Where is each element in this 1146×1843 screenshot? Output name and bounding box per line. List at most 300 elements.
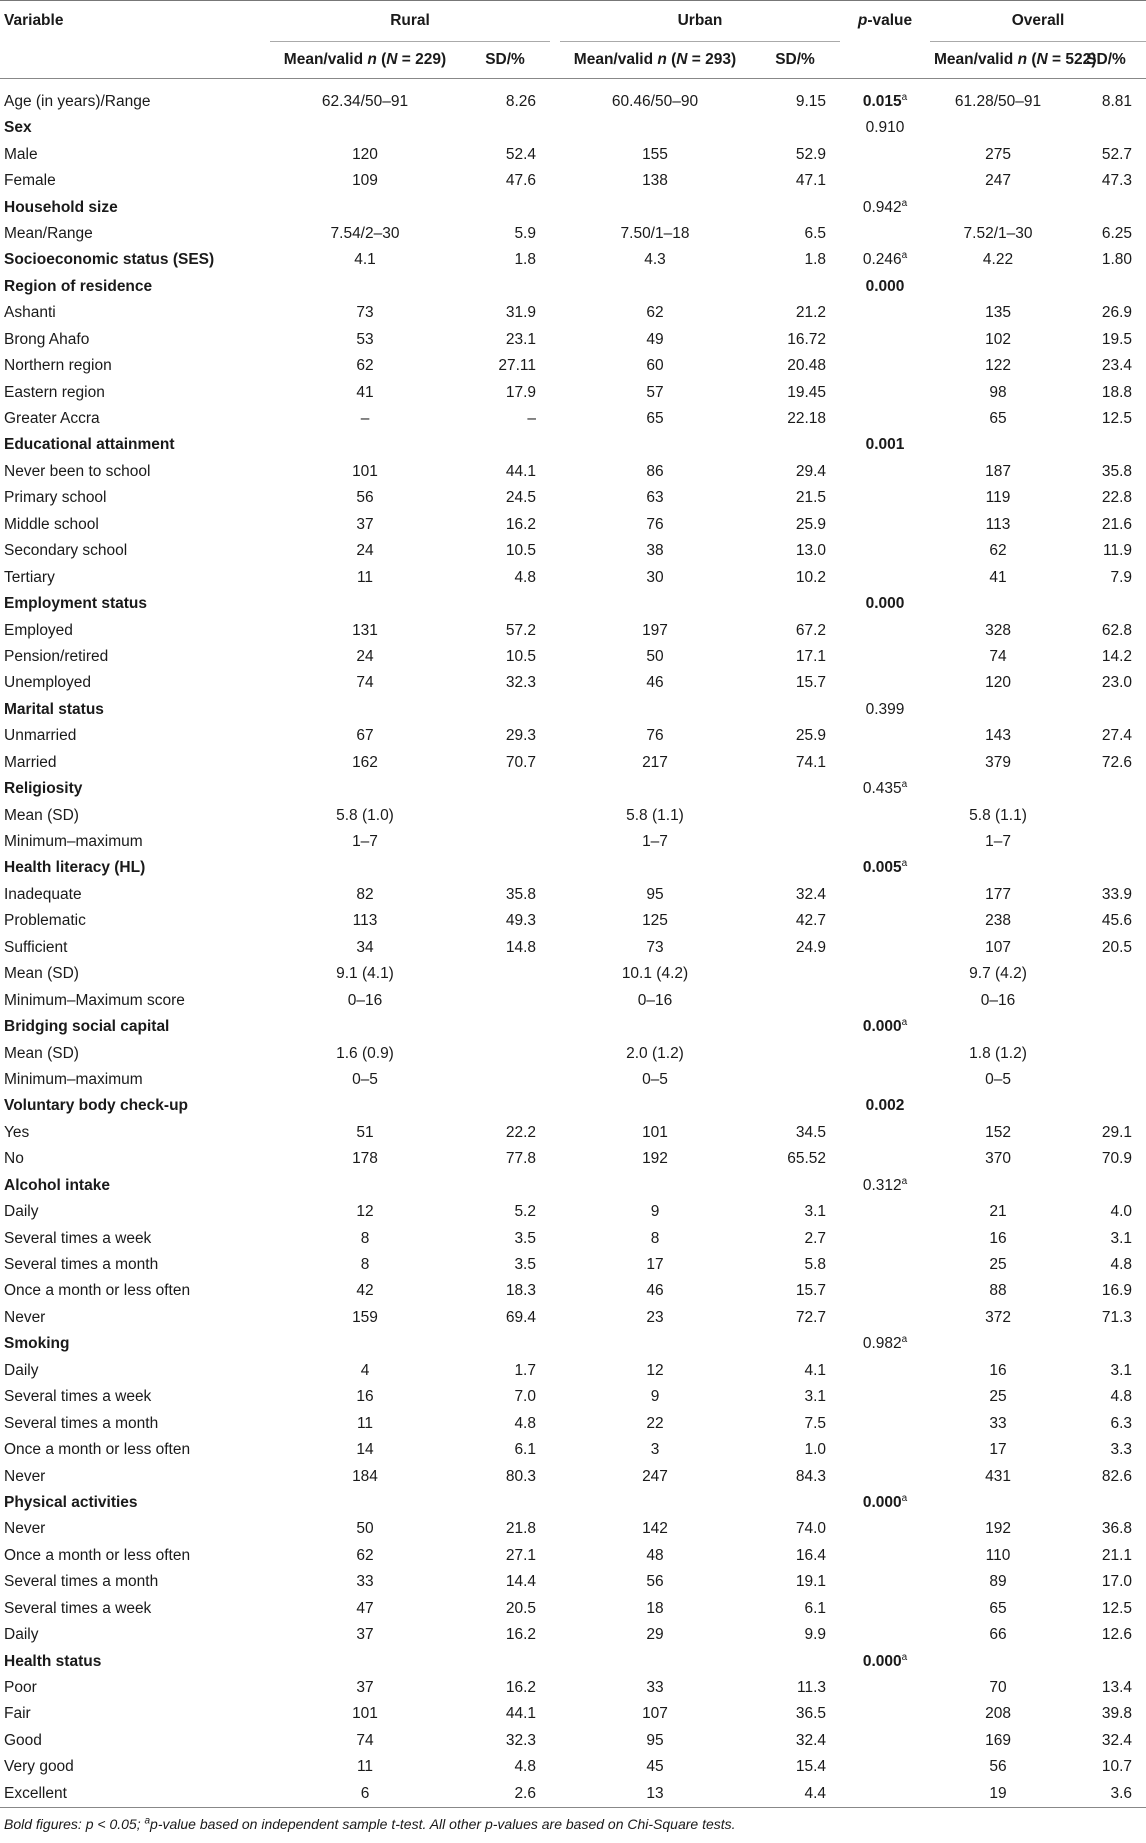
pvalue-cell: 0.000 <box>865 277 905 295</box>
overall-mean: 102 <box>985 330 1011 348</box>
overall-sd: 16.9 <box>1101 1282 1133 1300</box>
rural-sd: 44.1 <box>505 462 536 480</box>
table-row <box>0 459 1146 485</box>
rural-sd: 2.6 <box>514 1784 536 1802</box>
table-row <box>0 300 1146 326</box>
rural-sd: 27.11 <box>498 357 536 375</box>
rural-mean: 67 <box>356 727 374 745</box>
table-row <box>0 908 1146 934</box>
rural-mean: 37 <box>356 515 374 533</box>
urban-sd: 15.4 <box>795 1758 827 1776</box>
table-row <box>0 723 1146 749</box>
row-label: Never <box>4 1308 46 1326</box>
section-label: Health literacy (HL) <box>4 859 146 877</box>
overall-mean: 0–5 <box>985 1070 1011 1088</box>
table-row <box>0 512 1146 538</box>
overall-sd: 39.8 <box>1101 1705 1133 1723</box>
rural-mean: 101 <box>352 1705 378 1723</box>
urban-mean: 48 <box>646 1546 664 1564</box>
overall-mean: 4.22 <box>982 251 1014 269</box>
rural-mean: 47 <box>356 1599 374 1617</box>
overall-sd: 82.6 <box>1101 1467 1133 1485</box>
rural-mean: 4 <box>360 1361 370 1379</box>
pvalue-cell: 0.001 <box>865 436 905 454</box>
rural-mean: 51 <box>356 1123 374 1141</box>
rural-mean: 33 <box>356 1573 374 1591</box>
table-row <box>0 1596 1146 1622</box>
urban-mean: 63 <box>646 489 664 507</box>
section-row <box>0 855 1146 881</box>
rural-sd: 32.3 <box>505 674 536 692</box>
urban-sd: 4.4 <box>804 1784 827 1802</box>
pvalue-cell <box>840 723 930 749</box>
rural-sd: 32.3 <box>505 1731 536 1749</box>
overall-mean: 122 <box>985 357 1011 375</box>
section-label: Alcohol intake <box>4 1176 110 1194</box>
pvalue-cell <box>840 1516 930 1542</box>
row-label: Greater Accra <box>4 410 100 428</box>
row-label: Socioeconomic status (SES) <box>4 251 215 269</box>
urban-sd: 84.3 <box>795 1467 827 1485</box>
urban-sd: 2.7 <box>804 1229 827 1247</box>
overall-mean: 70 <box>989 1679 1007 1697</box>
rural-mean: 9.1 (4.1) <box>336 965 394 983</box>
pvalue-cell <box>840 935 930 961</box>
urban-mean: 76 <box>646 515 664 533</box>
rural-mean: 62 <box>356 1546 374 1564</box>
pvalue-cell <box>840 1120 930 1146</box>
overall-mean: 21 <box>989 1203 1007 1221</box>
rural-sd: 10.5 <box>505 647 536 665</box>
overall-mean: 25 <box>989 1256 1007 1274</box>
pvalue-cell <box>840 1754 930 1780</box>
row-label: Pension/retired <box>4 647 109 665</box>
section-label: Voluntary body check-up <box>4 1097 189 1115</box>
table-row <box>0 327 1146 353</box>
row-label: Daily <box>4 1626 39 1644</box>
pvalue-cell <box>840 485 930 511</box>
overall-sd: 21.1 <box>1101 1546 1133 1564</box>
rural-mean: 11 <box>356 1414 374 1432</box>
section-row <box>0 1014 1146 1040</box>
row-label: Several times a week <box>4 1599 152 1617</box>
rural-sd: 4.8 <box>514 1414 536 1432</box>
rural-mean: – <box>360 410 370 428</box>
row-label: Mean (SD) <box>4 965 79 983</box>
rural-mean: 113 <box>352 912 378 930</box>
row-label: Several times a week <box>4 1229 152 1247</box>
table-row <box>0 221 1146 247</box>
section-row <box>0 776 1146 802</box>
table-row <box>0 1040 1146 1066</box>
row-label: Unemployed <box>4 674 92 692</box>
urban-mean: 45 <box>646 1758 664 1776</box>
section-label: Bridging social capital <box>4 1018 170 1036</box>
pvalue-cell: 0.435$^a$ <box>862 779 908 798</box>
row-label: Employed <box>4 621 73 639</box>
rural-sd: 6.1 <box>514 1441 536 1459</box>
footnote-row <box>0 1808 1146 1841</box>
urban-mean: 1–7 <box>642 833 668 851</box>
rural-sd: 77.8 <box>505 1150 536 1168</box>
overall-mean: 25 <box>989 1388 1007 1406</box>
pvalue-cell <box>840 670 930 696</box>
overall-mean: 135 <box>985 304 1011 322</box>
urban-mean: 8 <box>650 1229 660 1247</box>
rural-sd: 3.5 <box>514 1256 536 1274</box>
row-label: Primary school <box>4 489 107 507</box>
urban-mean: 49 <box>646 330 664 348</box>
rural-mean: 56 <box>356 489 374 507</box>
table-row <box>0 485 1146 511</box>
rural-mean: 14 <box>356 1441 374 1459</box>
overall-sd: 12.5 <box>1101 410 1133 428</box>
overall-mean: 9.7 (4.2) <box>969 965 1027 983</box>
overall-mean: 1–7 <box>985 833 1011 851</box>
pvalue-cell <box>840 327 930 353</box>
urban-mean: 38 <box>646 542 664 560</box>
rural-sd: 8.26 <box>505 93 536 110</box>
overall-mean: 89 <box>989 1573 1007 1591</box>
table-row <box>0 802 1146 828</box>
rural-mean: 0–16 <box>347 991 383 1009</box>
overall-sd: 21.6 <box>1101 515 1133 533</box>
overall-mean: 110 <box>985 1546 1011 1564</box>
header-overall-sd: SD/% <box>1066 42 1146 79</box>
rural-mean: 24 <box>356 647 374 665</box>
rural-mean: 37 <box>356 1679 374 1697</box>
overall-mean: 5.8 (1.1) <box>969 806 1027 824</box>
rural-sd <box>460 987 550 1013</box>
table-row <box>0 670 1146 696</box>
table-row <box>0 1146 1146 1172</box>
urban-mean: 57 <box>646 383 664 401</box>
overall-mean: 372 <box>985 1308 1011 1326</box>
section-label: Physical activities <box>4 1493 138 1511</box>
overall-sd: 18.8 <box>1101 383 1133 401</box>
overall-mean: 120 <box>985 674 1011 692</box>
rural-sd: 31.9 <box>505 304 536 322</box>
urban-mean: 22 <box>646 1414 664 1432</box>
table-row <box>0 1701 1146 1727</box>
rural-mean: 42 <box>356 1282 374 1300</box>
overall-sd: 6.3 <box>1110 1414 1133 1432</box>
rural-sd <box>460 1067 550 1093</box>
urban-sd: 74.0 <box>795 1520 827 1538</box>
pvalue-cell: 0.399 <box>865 700 905 718</box>
table-row <box>0 79 1146 116</box>
table-row <box>0 1384 1146 1410</box>
row-label: Age (in years)/Range <box>4 93 151 110</box>
rural-mean: 0–5 <box>352 1070 378 1088</box>
urban-sd: 17.1 <box>795 647 827 665</box>
rural-mean: 5.8 (1.0) <box>336 806 394 824</box>
section-label: Religiosity <box>4 780 83 798</box>
rural-sd: 27.1 <box>505 1546 536 1564</box>
row-label: Unmarried <box>4 727 77 745</box>
urban-sd: 7.5 <box>804 1414 827 1432</box>
rural-mean: 162 <box>352 753 378 771</box>
rural-sd: 16.2 <box>505 1679 536 1697</box>
row-label: Sufficient <box>4 938 68 956</box>
rural-mean: 1.6 (0.9) <box>336 1044 394 1062</box>
urban-mean: 9 <box>650 1203 660 1221</box>
row-label: Eastern region <box>4 383 105 401</box>
overall-mean: 107 <box>985 938 1011 956</box>
overall-mean: 16 <box>989 1361 1007 1379</box>
rural-sd: 44.1 <box>505 1705 536 1723</box>
pvalue-cell: 0.005$^a$ <box>862 858 908 877</box>
overall-sd: 8.81 <box>1101 93 1133 110</box>
table-body <box>0 79 1146 1808</box>
rural-sd: – <box>527 410 536 428</box>
urban-sd <box>750 1040 840 1066</box>
header-urban-mean: Mean/valid n (N = 293) <box>560 42 750 79</box>
overall-mean: 208 <box>985 1705 1011 1723</box>
pvalue-cell: 0.312$^a$ <box>862 1175 908 1194</box>
rural-sd: 5.9 <box>514 224 536 242</box>
urban-sd: 72.7 <box>795 1308 827 1326</box>
urban-sd: 24.9 <box>795 938 827 956</box>
pvalue-cell <box>840 1701 930 1727</box>
urban-sd: 9.15 <box>795 93 827 110</box>
urban-sd <box>750 802 840 828</box>
pvalue-cell <box>840 1622 930 1648</box>
rural-sd: 24.5 <box>505 489 536 507</box>
overall-mean: 65 <box>989 410 1007 428</box>
table-row <box>0 564 1146 590</box>
pvalue-cell <box>840 564 930 590</box>
rural-sd <box>460 829 550 855</box>
rural-sd: 57.2 <box>505 621 536 639</box>
overall-sd <box>1066 1040 1146 1066</box>
row-label: Minimum–maximum <box>4 1070 143 1088</box>
pvalue-cell <box>840 987 930 1013</box>
pvalue-cell <box>840 353 930 379</box>
urban-mean: 18 <box>646 1599 664 1617</box>
pvalue-cell <box>840 168 930 194</box>
section-row <box>0 1490 1146 1516</box>
row-label: Female <box>4 172 56 190</box>
urban-sd: 6.1 <box>804 1599 827 1617</box>
header-overall-mean: Mean/valid n (N = 522) <box>930 42 1066 79</box>
pvalue-cell <box>840 1437 930 1463</box>
header-rural: Rural <box>270 1 550 42</box>
section-row <box>0 1331 1146 1357</box>
overall-mean: 275 <box>985 145 1011 163</box>
overall-sd <box>1066 829 1146 855</box>
table-row <box>0 617 1146 643</box>
overall-sd: 4.8 <box>1110 1256 1133 1274</box>
row-label: Middle school <box>4 515 99 533</box>
rural-sd: 10.5 <box>505 542 536 560</box>
overall-sd: 11.9 <box>1102 542 1133 560</box>
urban-sd: 15.7 <box>795 1282 827 1300</box>
table-row <box>0 1675 1146 1701</box>
overall-mean: 370 <box>985 1150 1011 1168</box>
section-row <box>0 697 1146 723</box>
overall-sd: 3.3 <box>1110 1441 1133 1459</box>
urban-mean: 192 <box>642 1150 668 1168</box>
table-row <box>0 1516 1146 1542</box>
table-row <box>0 168 1146 194</box>
urban-mean: 95 <box>646 885 664 903</box>
section-label: Marital status <box>4 700 104 718</box>
urban-sd: 25.9 <box>795 727 827 745</box>
pvalue-cell <box>840 1040 930 1066</box>
pvalue-cell <box>840 1569 930 1595</box>
rural-sd: 21.8 <box>505 1520 536 1538</box>
urban-sd <box>750 829 840 855</box>
table-row <box>0 353 1146 379</box>
rural-mean: 50 <box>356 1520 374 1538</box>
overall-mean: 247 <box>985 172 1011 190</box>
rural-sd: 22.2 <box>505 1123 536 1141</box>
row-label: Good <box>4 1731 42 1749</box>
row-label: Daily <box>4 1361 39 1379</box>
rural-mean: 74 <box>356 1731 374 1749</box>
urban-mean: 142 <box>642 1520 668 1538</box>
urban-sd: 6.5 <box>804 224 827 242</box>
header-urban-sd: SD/% <box>750 42 840 79</box>
rural-sd: 1.8 <box>514 251 536 269</box>
header-urban: Urban <box>560 1 840 42</box>
overall-mean: 41 <box>989 568 1007 586</box>
overall-mean: 1.8 (1.2) <box>969 1044 1027 1062</box>
rural-mean: 37 <box>356 1626 374 1644</box>
overall-sd: 19.5 <box>1101 330 1133 348</box>
rural-sd: 23.1 <box>505 330 536 348</box>
overall-mean: 238 <box>985 912 1011 930</box>
overall-sd: 3.1 <box>1110 1229 1133 1247</box>
urban-sd: 67.2 <box>795 621 827 639</box>
overall-sd: 6.25 <box>1101 224 1133 242</box>
urban-mean: 60.46/50–90 <box>611 93 699 110</box>
overall-sd <box>1066 1067 1146 1093</box>
urban-sd <box>750 961 840 987</box>
rural-sd: 5.2 <box>514 1203 536 1221</box>
pvalue-cell <box>840 750 930 776</box>
overall-mean: 177 <box>985 885 1011 903</box>
overall-mean: 33 <box>989 1414 1007 1432</box>
rural-sd: 69.4 <box>505 1308 536 1326</box>
urban-mean: 62 <box>646 304 664 322</box>
pvalue-cell <box>840 459 930 485</box>
overall-sd: 22.8 <box>1101 489 1133 507</box>
overall-sd: 70.9 <box>1101 1150 1133 1168</box>
row-label: Problematic <box>4 912 86 930</box>
rural-sd: 18.3 <box>505 1282 536 1300</box>
overall-sd: 3.1 <box>1110 1361 1133 1379</box>
urban-mean: 30 <box>646 568 664 586</box>
rural-mean: 159 <box>352 1308 378 1326</box>
pvalue-cell <box>840 1305 930 1331</box>
urban-mean: 247 <box>642 1467 668 1485</box>
urban-mean: 138 <box>642 172 668 190</box>
section-label: Educational attainment <box>4 436 175 454</box>
row-label: Male <box>4 145 38 163</box>
pvalue-cell <box>840 882 930 908</box>
overall-mean: 16 <box>989 1229 1007 1247</box>
pvalue-cell <box>840 829 930 855</box>
row-label: Poor <box>4 1679 37 1697</box>
urban-mean: 10.1 (4.2) <box>621 965 689 983</box>
overall-sd: 29.1 <box>1101 1123 1133 1141</box>
table-row <box>0 935 1146 961</box>
overall-mean: 169 <box>985 1731 1011 1749</box>
pvalue-cell: 0.000$^a$ <box>862 1651 908 1670</box>
urban-mean: 60 <box>646 357 664 375</box>
urban-mean: 46 <box>646 1282 664 1300</box>
overall-sd: 72.6 <box>1101 753 1133 771</box>
row-label: Several times a month <box>4 1256 159 1274</box>
rural-sd <box>460 802 550 828</box>
urban-mean: 56 <box>646 1573 664 1591</box>
row-label: Excellent <box>4 1784 67 1802</box>
rural-sd: 80.3 <box>505 1467 536 1485</box>
pvalue-cell <box>840 1384 930 1410</box>
rural-mean: 120 <box>352 145 378 163</box>
urban-sd: 34.5 <box>795 1123 827 1141</box>
pvalue-cell <box>840 1781 930 1808</box>
urban-mean: 95 <box>646 1731 664 1749</box>
pvalue-cell: 0.000$^a$ <box>862 1016 908 1036</box>
urban-mean: 29 <box>646 1626 664 1644</box>
urban-sd: 4.1 <box>804 1361 827 1379</box>
overall-sd: 1.80 <box>1101 251 1133 269</box>
overall-mean: 113 <box>985 515 1011 533</box>
overall-mean: 119 <box>985 489 1011 507</box>
urban-mean: 3 <box>650 1441 660 1459</box>
pvalue-cell <box>840 406 930 432</box>
urban-mean: 7.50/1–18 <box>620 224 690 242</box>
section-row <box>0 1173 1146 1199</box>
table-row <box>0 247 1146 273</box>
overall-sd: 71.3 <box>1101 1308 1133 1326</box>
overall-sd: 33.9 <box>1101 885 1133 903</box>
rural-sd: 1.7 <box>514 1361 536 1379</box>
overall-sd: 13.4 <box>1101 1679 1133 1697</box>
row-label: No <box>4 1150 24 1168</box>
section-row <box>0 1648 1146 1674</box>
urban-mean: 0–5 <box>642 1070 668 1088</box>
section-row <box>0 591 1146 617</box>
urban-sd <box>750 1067 840 1093</box>
row-label: Mean (SD) <box>4 806 79 824</box>
overall-sd: 20.5 <box>1101 938 1133 956</box>
row-label: Mean (SD) <box>4 1044 79 1062</box>
urban-sd: 42.7 <box>795 912 827 930</box>
urban-sd: 11.3 <box>796 1679 827 1697</box>
overall-sd: 36.8 <box>1101 1520 1133 1538</box>
rural-sd: 49.3 <box>505 912 536 930</box>
overall-mean: 7.52/1–30 <box>963 224 1033 242</box>
urban-sd: 21.2 <box>795 304 827 322</box>
urban-sd: 74.1 <box>795 753 827 771</box>
overall-mean: 61.28/50–91 <box>954 93 1042 110</box>
urban-sd: 65.52 <box>787 1150 827 1168</box>
section-row <box>0 115 1146 141</box>
urban-sd: 47.1 <box>795 172 827 190</box>
row-label: Never <box>4 1520 46 1538</box>
urban-mean: 217 <box>642 753 668 771</box>
pvalue-cell <box>840 1199 930 1225</box>
overall-sd <box>1066 987 1146 1013</box>
row-label: Ashanti <box>4 304 56 322</box>
pvalue-cell <box>840 141 930 167</box>
overall-mean: 328 <box>985 621 1011 639</box>
urban-mean: 65 <box>646 410 664 428</box>
